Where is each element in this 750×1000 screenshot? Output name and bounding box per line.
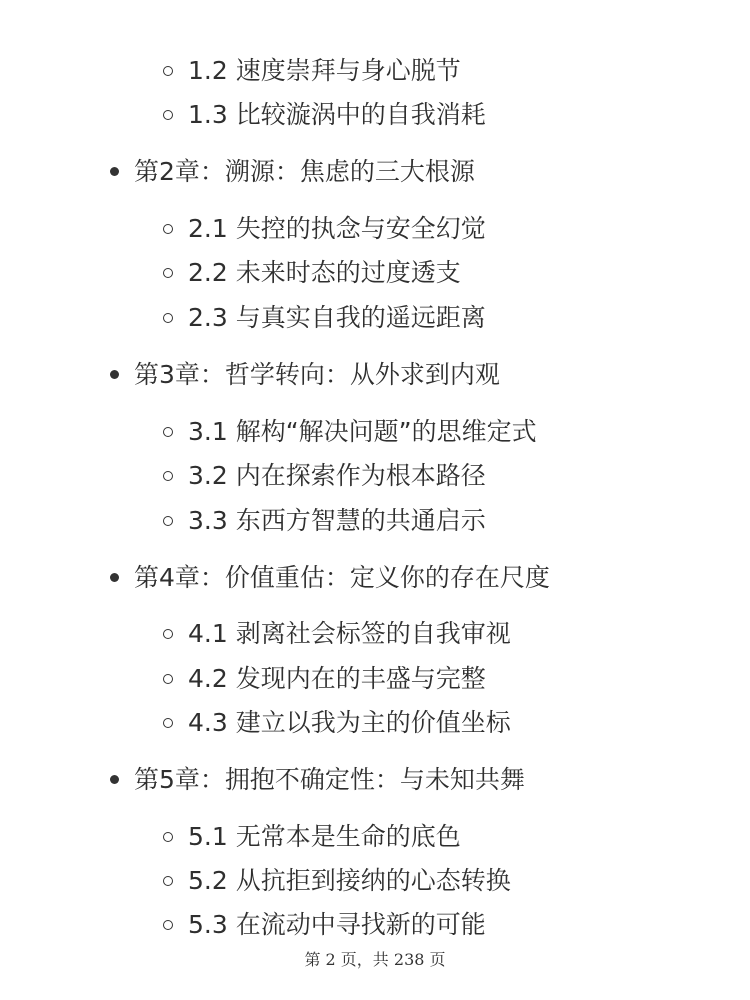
- toc-section-item: [0, 298, 750, 338]
- toc-section-item: [0, 209, 750, 249]
- toc-section-item: [0, 95, 750, 135]
- toc-section-label: 5.1 无常本是生命的底色: [188, 822, 461, 851]
- hollow-bullet-icon: [163, 674, 173, 684]
- hollow-bullet-icon: [163, 920, 173, 930]
- hollow-bullet-icon: [163, 66, 173, 76]
- toc-section-item: [0, 703, 750, 743]
- toc-chapter-label: 第2章：溯源：焦虑的三大根源: [134, 157, 475, 186]
- toc-section-label: 1.2 速度崇拜与身心脱节: [188, 56, 461, 85]
- toc-chapter-label: 第4章：价值重估：定义你的存在尺度: [134, 563, 550, 592]
- toc-chapter-label: 第3章：哲学转向：从外求到内观: [134, 360, 500, 389]
- page-indicator: 第 2 页，共 238 页: [304, 950, 446, 969]
- toc-chapter-item: [0, 355, 750, 395]
- toc-section-item: [0, 659, 750, 699]
- toc-section-label: 2.2 未来时态的过度透支: [188, 258, 461, 287]
- filled-bullet-icon: [110, 167, 119, 176]
- hollow-bullet-icon: [163, 268, 173, 278]
- toc-section-item: [0, 817, 750, 857]
- hollow-bullet-icon: [163, 110, 173, 120]
- toc-chapter-item: [0, 558, 750, 598]
- hollow-bullet-icon: [163, 313, 173, 323]
- toc-section-label: 3.1 解构“解决问题”的思维定式: [188, 417, 537, 446]
- toc-section-item: [0, 501, 750, 541]
- filled-bullet-icon: [110, 573, 119, 582]
- toc-section-label: 5.2 从抗拒到接纳的心态转换: [188, 866, 511, 895]
- toc-section-label: 3.2 内在探索作为根本路径: [188, 461, 486, 490]
- toc-section-label: 4.3 建立以我为主的价值坐标: [188, 708, 511, 737]
- toc-chapter-item: [0, 760, 750, 800]
- toc-section-label: 5.3 在流动中寻找新的可能: [188, 910, 486, 939]
- filled-bullet-icon: [110, 370, 119, 379]
- toc-section-label: 4.2 发现内在的丰盛与完整: [188, 664, 486, 693]
- hollow-bullet-icon: [163, 224, 173, 234]
- toc-section-item: [0, 905, 750, 945]
- hollow-bullet-icon: [163, 718, 173, 728]
- toc-section-item: [0, 253, 750, 293]
- toc-section-item: [0, 412, 750, 452]
- hollow-bullet-icon: [163, 629, 173, 639]
- toc-chapter-item: [0, 152, 750, 192]
- hollow-bullet-icon: [163, 832, 173, 842]
- hollow-bullet-icon: [163, 471, 173, 481]
- toc-section-item: [0, 51, 750, 91]
- toc-chapter-label: 第5章：拥抱不确定性：与未知共舞: [134, 765, 525, 794]
- toc-section-label: 3.3 东西方智慧的共通启示: [188, 506, 486, 535]
- toc-section-label: 2.3 与真实自我的遥远距离: [188, 303, 486, 332]
- hollow-bullet-icon: [163, 427, 173, 437]
- filled-bullet-icon: [110, 775, 119, 784]
- toc-section-label: 1.3 比较漩涡中的自我消耗: [188, 100, 486, 129]
- toc-section-label: 2.1 失控的执念与安全幻觉: [188, 214, 486, 243]
- toc-section-item: [0, 456, 750, 496]
- toc-section-item: [0, 861, 750, 901]
- toc-section-item: [0, 614, 750, 654]
- hollow-bullet-icon: [163, 876, 173, 886]
- hollow-bullet-icon: [163, 516, 173, 526]
- toc-section-label: 4.1 剥离社会标签的自我审视: [188, 619, 511, 648]
